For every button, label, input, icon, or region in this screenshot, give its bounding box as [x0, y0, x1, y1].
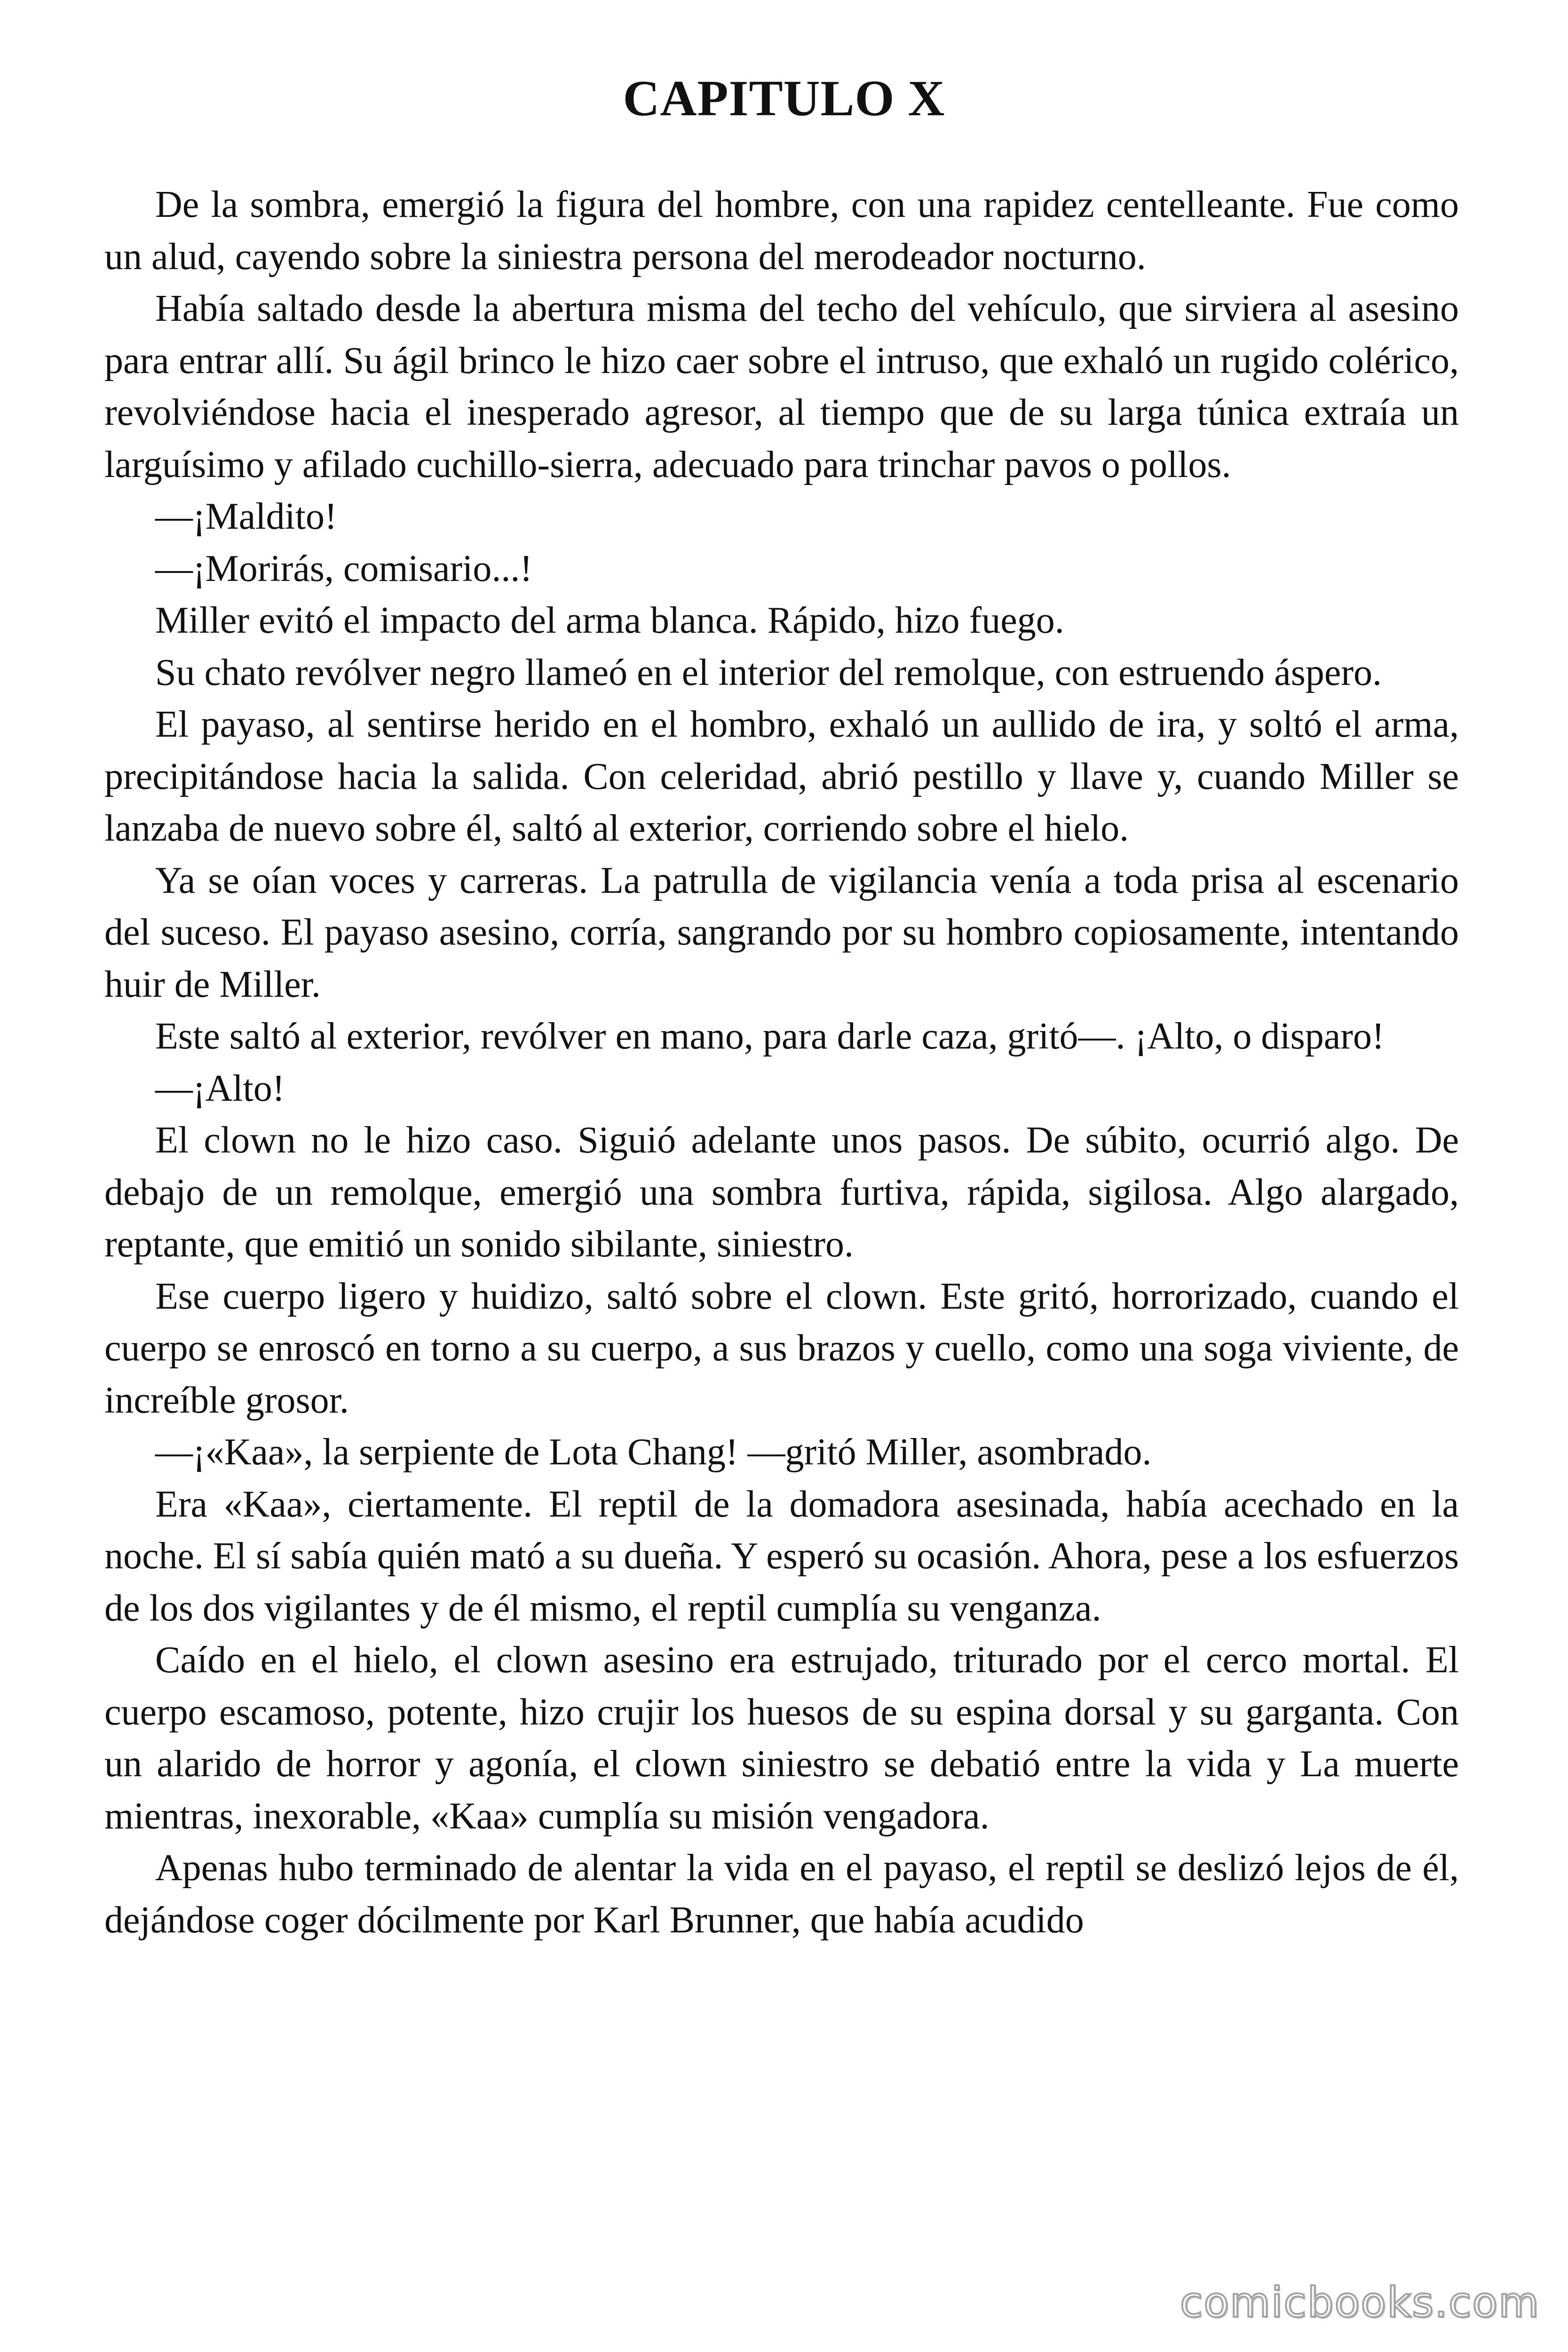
paragraph: Este saltó al exterior, revólver en mano, para darle caza, gritó—. ¡Alto, o disparo!: [155, 1016, 1385, 1057]
chapter-title: CAPITULO X: [623, 71, 945, 127]
paragraph: Ya se oían voces y carreras. La patrulla de vigilancia venía a toda prisa al escenario del suceso. El payaso asesino, corría, sangrando por su hombro copiosamente, intentando huir de Miller.: [104, 859, 1459, 1005]
paragraph: El clown no le hizo caso. Siguió adelante unos pasos. De súbito, ocurrió algo. De debajo de un remolque, emergió una sombra furtiva, rápida, sigilosa. Algo alargado, reptante, que emitió un sonido sibilante, siniestro.: [104, 1120, 1459, 1265]
body-text: [104, 179, 1459, 1946]
dialogue-line: —¡«Kaa», la serpiente de Lota Chang! —gritó Miller, asombrado.: [155, 1431, 1152, 1473]
paragraph: El payaso, al sentirse herido en el hombro, exhaló un aullido de ira, y soltó el arma, precipitándose hacia la salida. Con celeridad, abrió pestillo y llave y, cuando Miller se lanzaba de nuevo sobre él, saltó al exterior, corriendo sobre el hielo.: [104, 704, 1459, 849]
dialogue-line: —¡Maldito!: [155, 496, 337, 537]
paragraph: Su chato revólver negro llameó en el interior del remolque, con estruendo áspero.: [155, 652, 1382, 693]
watermark: comicbooks.com: [1180, 2278, 1540, 2327]
paragraph: Era «Kaa», ciertamente. El reptil de la domadora asesinada, había acechado en la noche. El sí sabía quién mató a su dueña. Y esperó su ocasión. Ahora, pese a los esfuerzos de los dos vigilantes y de él mismo, el reptil cumplía su venganza.: [104, 1483, 1459, 1629]
dialogue-line: —¡Morirás, comisario...!: [155, 548, 533, 589]
paragraph: Apenas hubo terminado de alentar la vida en el payaso, el reptil se deslizó lejos de él, dejándose coger dócilmente por Karl Brunner, que había acudido: [104, 1847, 1459, 1941]
paragraph: Miller evitó el impacto del arma blanca. Rápido, hizo fuego.: [155, 600, 1064, 641]
paragraph: Había saltado desde la abertura misma del techo del vehículo, que sirviera al asesino para entrar allí. Su ágil brinco le hizo caer sobre el intruso, que exhaló un rugido colérico, revolviéndose hacia el inesperado agresor, al tiempo que de su larga túnica extraía un larguísimo y afilado cuchillo-sierra, adecuado para trinchar pavos o pollos.: [104, 288, 1459, 485]
paragraph: Caído en el hielo, el clown asesino era estrujado, triturado por el cerco mortal. El cuerpo escamoso, potente, hizo crujir los huesos de su espina dorsal y su garganta. Con un alarido de horror y agonía, el clown siniestro se debatió entre la vida y La muerte mientras, inexorable, «Kaa» cumplía su misión vengadora.: [104, 1639, 1459, 1837]
paragraph: De la sombra, emergió la figura del hombre, con una rapidez centelleante. Fue como un alud, cayendo sobre la siniestra persona del merodeador nocturno.: [104, 184, 1459, 278]
dialogue-line: —¡Alto!: [155, 1067, 285, 1109]
paragraph: Ese cuerpo ligero y huidizo, saltó sobre el clown. Este gritó, horrorizado, cuando el cuerpo se enroscó en torno a su cuerpo, a sus brazos y cuello, como una soga viviente, de increíble grosor.: [104, 1275, 1459, 1421]
